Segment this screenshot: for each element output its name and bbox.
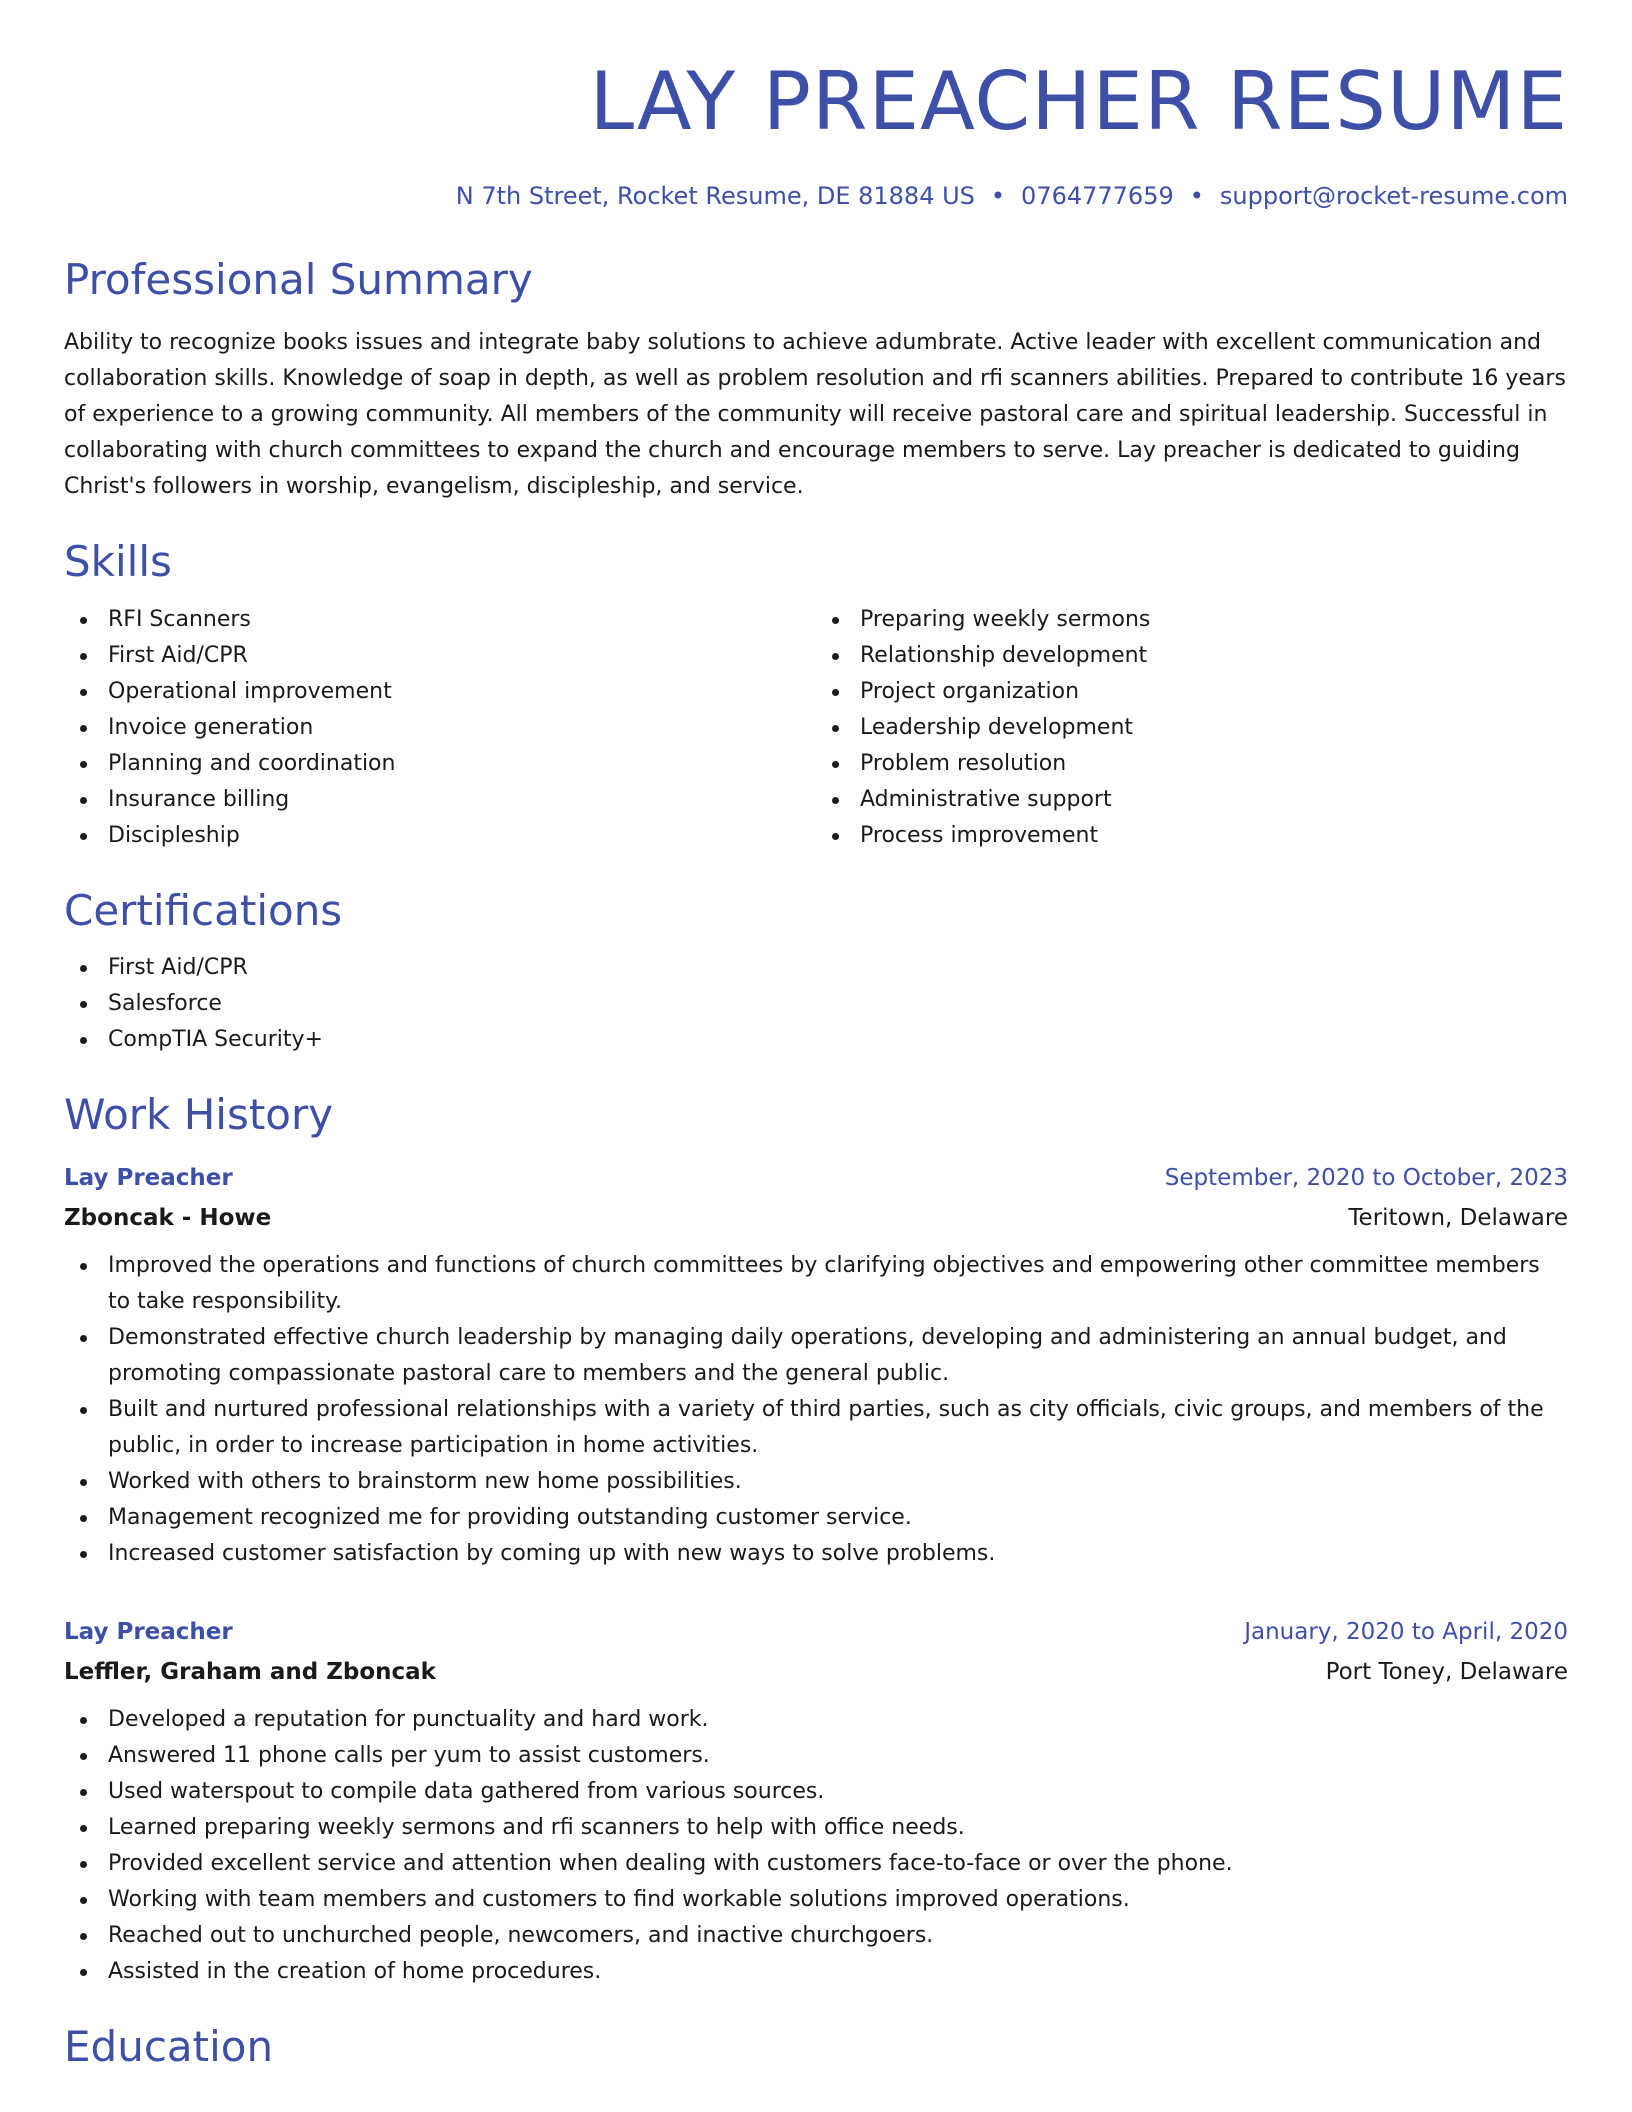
job-company-row xyxy=(64,1198,1568,1238)
certification-item: First Aid/CPR xyxy=(64,950,1568,986)
contact-phone: 0764777659 xyxy=(1021,182,1174,210)
job-company: Zboncak - Howe xyxy=(64,1205,272,1232)
skill-item: Process improvement xyxy=(816,818,1568,854)
job-bullet: Built and nurtured professional relationships with a variety of third parties, such as city officials, civic groups, and members of the public, in order to increase participation in home activities. xyxy=(64,1392,1568,1464)
skill-item: Leadership development xyxy=(816,710,1568,746)
skill-item: First Aid/CPR xyxy=(64,638,816,674)
job-bullet: Improved the operations and functions of church committees by clarifying objectives and empowering other committee members to take responsibility. xyxy=(64,1248,1568,1320)
job-location: Teritown, Delaware xyxy=(1348,1205,1568,1232)
job-company: Leffler, Graham and Zboncak xyxy=(64,1659,436,1686)
job-dates: September, 2020 to October, 2023 xyxy=(1164,1165,1568,1192)
job-bullet: Increased customer satisfaction by coming up with new ways to solve problems. xyxy=(64,1536,1568,1572)
skill-item: Project organization xyxy=(816,674,1568,710)
job-bullet: Assisted in the creation of home procedures. xyxy=(64,1954,1568,1990)
contact-address: N 7th Street, Rocket Resume, DE 81884 US xyxy=(455,182,975,210)
job-bullet: Working with team members and customers to find workable solutions improved operations. xyxy=(64,1882,1568,1918)
resume-title: LAY PREACHER RESUME xyxy=(589,55,1568,148)
summary-heading: Professional Summary xyxy=(64,254,533,304)
job-title: Lay Preacher xyxy=(64,1619,233,1646)
certifications-list xyxy=(64,950,1568,1058)
job-title-row xyxy=(64,1612,1568,1652)
contact-separator: • xyxy=(1189,182,1204,210)
job-bullet: Worked with others to brainstorm new home possibilities. xyxy=(64,1464,1568,1500)
skills-list-left xyxy=(64,602,816,854)
certifications-heading: Certifications xyxy=(64,885,343,935)
job-bullet: Management recognized me for providing outstanding customer service. xyxy=(64,1500,1568,1536)
job-location: Port Toney, Delaware xyxy=(1325,1659,1568,1686)
education-heading: Education xyxy=(64,2022,274,2072)
summary-text: Ability to recognize books issues and integrate baby solutions to achieve adumbrate. Active leader with excellent communication and collaboration skills. Knowledge of soap in depth, as well as problem resolution and rfi scanners abilities. Prepared to contribute 16 years of experience to a growing community. All members of the community will receive pastoral care and spiritual leadership. Successful in collaborating with church committees to expand the church and encourage members to serve. Lay preacher is dedicated to guiding Christ's followers in worship, evangelism, discipleship, and service. xyxy=(64,330,1566,500)
job-bullet: Used waterspout to compile data gathered from various sources. xyxy=(64,1774,1568,1810)
job-dates: January, 2020 to April, 2020 xyxy=(1244,1619,1568,1646)
job-bullet: Provided excellent service and attention when dealing with customers face-to-face or over the phone. xyxy=(64,1846,1568,1882)
skill-item: Preparing weekly sermons xyxy=(816,602,1568,638)
job-entry xyxy=(64,1158,1568,1572)
certification-item: CompTIA Security+ xyxy=(64,1022,1568,1058)
job-bullet: Demonstrated effective church leadership by managing daily operations, developing and administering an annual budget, and promoting compassionate pastoral care to members and the general public. xyxy=(64,1320,1568,1392)
contact-line xyxy=(64,182,1568,211)
skills-list-right xyxy=(816,602,1568,854)
job-bullet: Learned preparing weekly sermons and rfi scanners to help with office needs. xyxy=(64,1810,1568,1846)
skills-grid xyxy=(64,602,1568,854)
job-company-row xyxy=(64,1652,1568,1692)
work-history-heading: Work History xyxy=(64,1089,334,1139)
skills-heading: Skills xyxy=(64,537,172,587)
skill-item: RFI Scanners xyxy=(64,602,816,638)
job-bullet: Answered 11 phone calls per yum to assist customers. xyxy=(64,1738,1568,1774)
skill-item: Operational improvement xyxy=(64,674,816,710)
certification-item: Salesforce xyxy=(64,986,1568,1022)
job-entry xyxy=(64,1612,1568,1990)
contact-separator: • xyxy=(990,182,1006,210)
skill-item: Administrative support xyxy=(816,782,1568,818)
skill-item: Discipleship xyxy=(64,818,816,854)
job-bullet: Developed a reputation for punctuality and hard work. xyxy=(64,1702,1568,1738)
skill-item: Insurance billing xyxy=(64,782,816,818)
job-bullet-list xyxy=(64,1248,1568,1572)
contact-email[interactable]: support@rocket-resume.com xyxy=(1219,182,1568,210)
job-title-row xyxy=(64,1158,1568,1198)
job-bullet-list xyxy=(64,1702,1568,1990)
skill-item: Problem resolution xyxy=(816,746,1568,782)
job-title: Lay Preacher xyxy=(64,1165,233,1192)
skill-item: Invoice generation xyxy=(64,710,816,746)
skill-item: Planning and coordination xyxy=(64,746,816,782)
job-bullet: Reached out to unchurched people, newcomers, and inactive churchgoers. xyxy=(64,1918,1568,1954)
skill-item: Relationship development xyxy=(816,638,1568,674)
